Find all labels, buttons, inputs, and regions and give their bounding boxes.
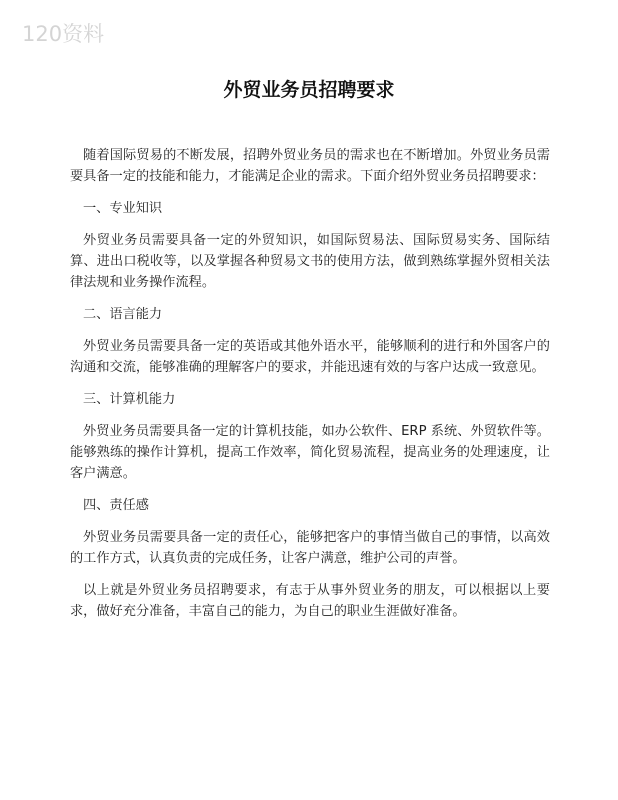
conclusion-paragraph: 以上就是外贸业务员招聘要求，有志于从事外贸业务的朋友，可以根据以上要求，做好充分准备，丰富自己的能力，为自己的职业生涯做好准备。 bbox=[70, 583, 550, 619]
section-body-language: 外贸业务员需要具备一定的英语或其他外语水平，能够顺利的进行和外国客户的沟通和交流，能够准确的理解客户的要求，并能迅速有效的与客户达成一致意见。 bbox=[70, 339, 550, 375]
watermark-logo: 120资料 bbox=[22, 22, 105, 46]
intro-paragraph: 随着国际贸易的不断发展，招聘外贸业务员的需求也在不断增加。外贸业务员需要具备一定的技能和能力，才能满足企业的需求。下面介绍外贸业务员招聘要求： bbox=[70, 148, 550, 184]
section-heading-responsibility: 四、责任感 bbox=[83, 498, 149, 513]
section-body-computer: 外贸业务员需要具备一定的计算机技能，如办公软件、ERP 系统、外贸软件等。能够熟练的操作计算机，提高工作效率，简化贸易流程，提高业务的处理速度，让客户满意。 bbox=[70, 424, 550, 481]
section-body-responsibility: 外贸业务员需要具备一定的责任心，能够把客户的事情当做自己的事情，以高效的工作方式，认真负责的完成任务，让客户满意，维护公司的声誉。 bbox=[70, 530, 550, 566]
section-body-knowledge: 外贸业务员需要具备一定的外贸知识，如国际贸易法、国际贸易实务、国际结算、进出口税收等，以及掌握各种贸易文书的使用方法，做到熟练掌握外贸相关法律法规和业务操作流程。 bbox=[70, 233, 550, 290]
page-title: 外贸业务员招聘要求 bbox=[223, 79, 395, 101]
section-heading-language: 二、语言能力 bbox=[83, 307, 163, 322]
document-body bbox=[70, 145, 550, 633]
section-heading-computer: 三、计算机能力 bbox=[83, 392, 176, 407]
section-heading-knowledge: 一、专业知识 bbox=[83, 201, 163, 216]
